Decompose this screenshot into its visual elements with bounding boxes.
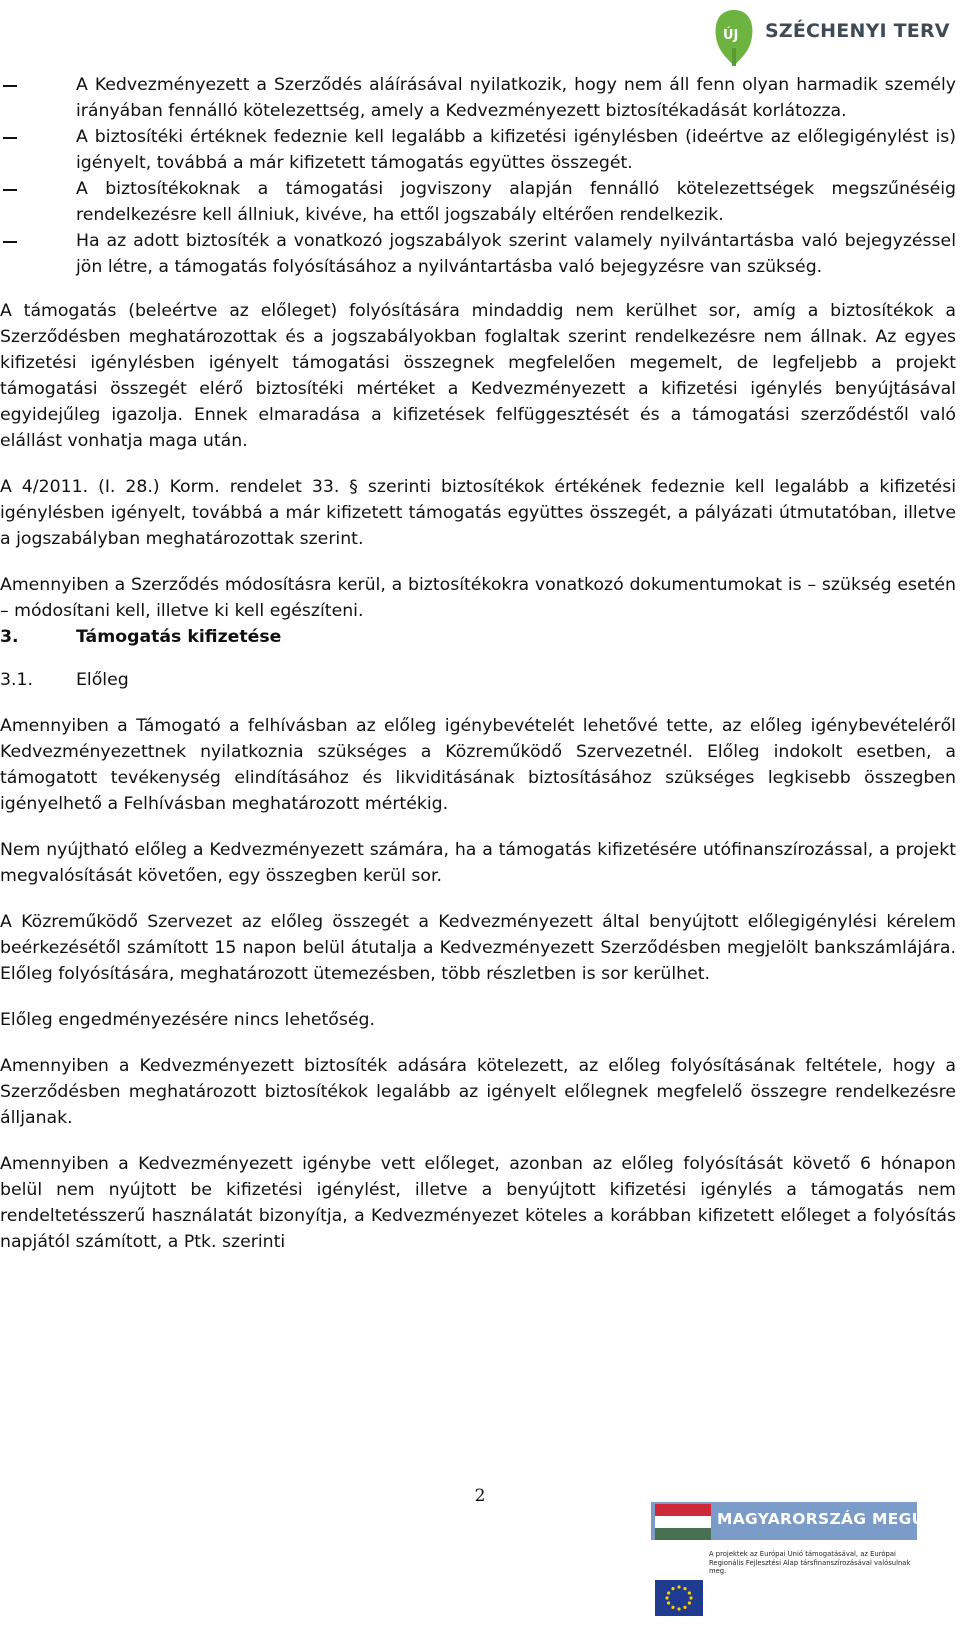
- logo-leaf-label: ÚJ: [723, 28, 739, 43]
- banner: [651, 1502, 954, 1540]
- subsection-heading: [0, 667, 956, 693]
- szechenyi-terv-logo: [711, 6, 950, 68]
- document-body: [0, 72, 956, 1255]
- paragraph: A támogatás (beleértve az előleget) folyósítására mindaddig nem kerülhet sor, amíg a biztosítékok a Szerződésben meghatározottak és a jogszabályokban foglaltak szerint rendelkezésre nem állnak. Az egyes kifizetési igénylésben igényelt támogatási összegnek megfelelően megemelt, de legfeljebb a projekt támogatási összegét elérő biztosítéki mértéket a Kedvezményezett a kifizetési igénylés benyújtásával egyidejűleg igazolja. Ennek elmaradása a kifizetések felfüggesztését és a támogatási szerződéstől való elállást vonhatja maga után.: [0, 301, 956, 451]
- eu-line: Regionális Fejlesztési Alap társfinanszírozásával valósulnak meg.: [709, 1558, 911, 1575]
- subsection-number: 3.1.: [0, 670, 33, 690]
- paragraph: A 4/2011. (I. 28.) Korm. rendelet 33. § szerinti biztosítékok értékének fedeznie kell legalább a kifizetési igénylésben igényelt, továbbá a már kifizetett támogatás együttes összegét, a pályázati útmutatóban, illetve a jogszabályban meghatározottak szerint.: [0, 477, 956, 549]
- page-number: 2: [474, 1486, 486, 1506]
- eu-flag-icon: [655, 1580, 703, 1616]
- dash-bullet-icon: [3, 85, 17, 87]
- dash-bullet-icon: [3, 241, 17, 243]
- paragraph: Előleg engedményezésére nincs lehetőség.: [0, 1010, 375, 1030]
- dash-bullet-icon: [3, 137, 17, 139]
- bullet-text: A Kedvezményezett a Szerződés aláírásával nyilatkozik, hogy nem áll fenn olyan harmadik személy irányában fennálló kötelezettség, amely a Kedvezményezett biztosítékadását korlátozza.: [76, 75, 956, 121]
- list-item: [0, 176, 956, 228]
- section-number: 3.: [0, 627, 19, 647]
- paragraph: Amennyiben a Támogató a felhívásban az előleg igénybevételét lehetővé tette, az előleg igénybevételéről Kedvezményezettnek nyilatkoznia szükséges a Közreműködő Szervezetnél. Előleg indokolt esetben, a támogatott tevékenység elindításához és likviditásának biztosításához szükséges legkisebb összegben igényelhető a Felhívásban meghatározott mértékig.: [0, 716, 956, 814]
- section-title: Támogatás kifizetése: [76, 627, 282, 647]
- paragraph: Amennyiben a Szerződés módosításra kerül, a biztosítékokra vonatkozó dokumentumokat is – szükség esetén – módosítani kell, illetve ki kell egészíteni.: [0, 575, 956, 621]
- logo-title: SZÉCHENYI TERV: [765, 20, 950, 42]
- paragraph: Nem nyújtható előleg a Kedvezményezett számára, ha a támogatás kifizetésére utófinanszírozással, a projekt megvalósítását követően, egy összegben kerül sor.: [0, 840, 956, 886]
- paragraph: Amennyiben a Kedvezményezett igénybe vett előleget, azonban az előleg folyósítását követő 6 hónapon belül nem nyújtott be kifizetési igénylést, illetve a benyújtott kifizetési igénylés a támogatás nem rendeltetésszerű használatát bizonyítja, a Kedvezményezet köteles a korábban kifizetett előleget a folyósítás napjától számított, a Ptk. szerinti: [0, 1154, 956, 1252]
- dash-bullet-icon: [3, 189, 17, 191]
- hungarian-flag-icon: [655, 1504, 711, 1540]
- list-item: [0, 228, 956, 280]
- bullet-text: A biztosítékoknak a támogatási jogviszony alapján fennálló kötelezettségek megszűnéséig rendelkezésre kell állniuk, kivéve, ha ettől jogszabály eltérően rendelkezik.: [76, 179, 956, 225]
- paragraph: Amennyiben a Kedvezményezett biztosíték adására kötelezett, az előleg folyósításának feltétele, hogy a Szerződésben meghatározott biztosítékok legalább az igényelt előlegnek megfelelő összegre rendelkezésre álljanak.: [0, 1056, 956, 1128]
- banner-text: MAGYARORSZÁG MEGÚJUL: [717, 1510, 954, 1528]
- eu-funding-text: [709, 1550, 917, 1576]
- bullet-text: A biztosítéki értéknek fedeznie kell legalább a kifizetési igénylésben (ideértve az előlegigénylést is) igényelt, továbbá a már kifizetett támogatás együttes összegét.: [76, 127, 956, 173]
- eu-funding-note: [651, 1546, 917, 1626]
- bullet-list: [0, 72, 956, 280]
- magyarorszag-megujul-logo: [651, 1502, 954, 1626]
- list-item: [0, 124, 956, 176]
- paragraph: A Közreműködő Szervezet az előleg összegét a Kedvezményezett által benyújtott előlegigénylési kérelem beérkezésétől számított 15 napon belül átutalja a Kedvezményezett Szerződésben megjelölt bankszámlájára. Előleg folyósítására, meghatározott ütemezésben, több részletben is sor kerülhet.: [0, 912, 956, 984]
- subsection-title: Előleg: [76, 670, 129, 690]
- bullet-text: Ha az adott biztosíték a vonatkozó jogszabályok szerint valamely nyilvántartásba való bejegyzéssel jön létre, a támogatás folyósításához a nyilvántartásba való bejegyzésre van szükség.: [76, 231, 956, 277]
- section-heading: [0, 624, 956, 650]
- list-item: [0, 72, 956, 124]
- eu-line: A projektek az Európai Unió támogatásával, az Európai: [709, 1550, 896, 1558]
